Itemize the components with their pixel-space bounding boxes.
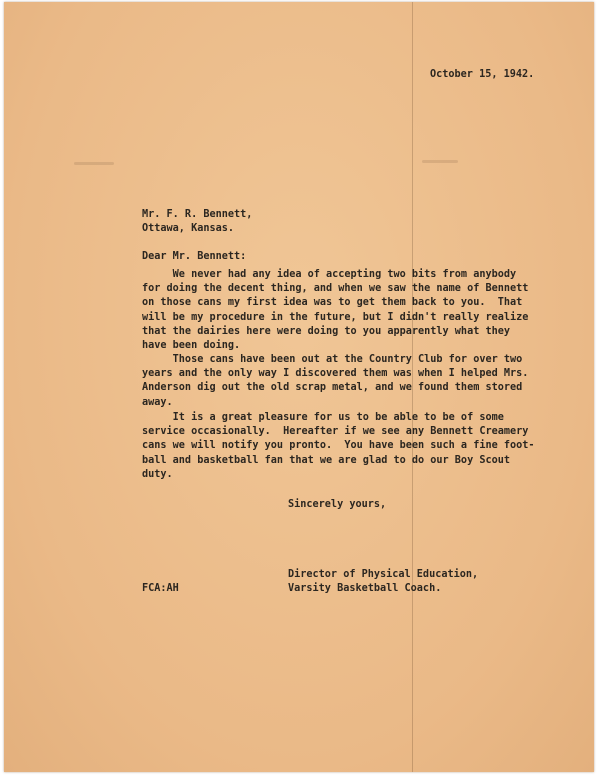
paragraph-line: We never had any idea of accepting two bits from anybody <box>142 269 517 280</box>
paragraph-line: Those cans have been out at the Country Club for over two <box>142 354 523 365</box>
paragraph-3 <box>142 411 535 482</box>
paragraph-line: will be my procedure in the future, but I didn't really realize <box>142 311 529 323</box>
paragraph-line: away. <box>142 396 173 408</box>
reference-initials: FCA:AH <box>142 583 179 594</box>
paragraph-line: ball and basketball fan that we are glad to do our Boy Scout <box>142 454 511 466</box>
recipient-name: Mr. F. R. Bennett, <box>142 209 253 220</box>
paragraph-line: have been doing. <box>142 340 241 352</box>
closing: Sincerely yours, <box>288 499 387 510</box>
faint-mark-left <box>74 162 114 165</box>
salutation: Dear Mr. Bennett: <box>142 251 247 262</box>
signature-block <box>288 568 478 596</box>
letter-page <box>4 2 594 772</box>
paragraph-line: for doing the decent thing, and when we saw the name of Bennett <box>142 283 529 295</box>
paragraph-line: that the dairies here were doing to you apparently what they <box>142 325 511 337</box>
letter-date: October 15, 1942. <box>430 69 535 80</box>
paragraph-line: duty. <box>142 468 173 480</box>
recipient-address <box>142 208 252 236</box>
paragraph-line: on those cans my first idea was to get them back to you. That <box>142 297 523 309</box>
signature-title: Director of Physical Education, <box>288 569 479 580</box>
paragraph-2 <box>142 353 528 410</box>
signature-subtitle: Varsity Basketball Coach. <box>288 583 442 595</box>
paragraph-line: years and the only way I discovered them was when I helped Mrs. <box>142 368 529 380</box>
paragraph-line: It is a great pleasure for us to be able to be of some <box>142 412 504 423</box>
faint-mark-right <box>422 160 458 163</box>
paragraph-line: Anderson dig out the old scrap metal, and we found them stored <box>142 382 523 394</box>
recipient-city: Ottawa, Kansas. <box>142 223 235 235</box>
paragraph-line: cans we will notify you pronto. You have been such a fine foot- <box>142 440 535 452</box>
paragraph-1 <box>142 268 528 353</box>
paragraph-line: service occasionally. Hereafter if we see any Bennett Creamery <box>142 426 529 438</box>
